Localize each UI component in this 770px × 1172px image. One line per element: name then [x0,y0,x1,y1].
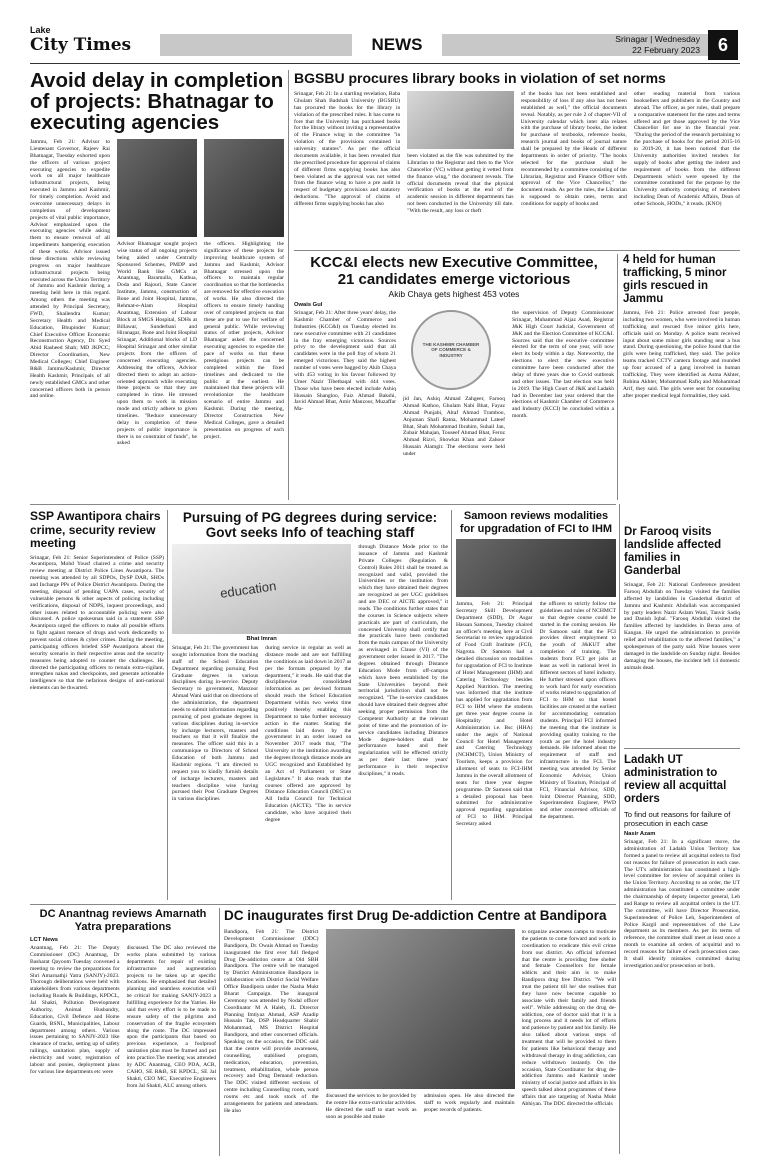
masthead-rule [30,63,740,64]
story-ssp [30,510,164,900]
story-headline: Yatra preparations [74,920,172,933]
story-body-col: Bandipora, Feb 21: The District Development Commissioner (DDC) Bandipora, Dr. Owais Ahmad on Tuesday inaugurated the first ever full fledged Drug De-addiction centre at Old SBH Bandipora. The centre will be managed by District Administration Bandipora in collaboration with District Social Welfare Office Bandipora under the Nasha Mukt Bharat Campaign. The inaugural Ceremony was attended by Nodal officer Coordinator M A Haleb, JL Director Planning Imtiyaz Ahmad, ASP Azadip Hussain Tak, DSP Headquarter Shabir Mohammad, MS District Hospital Bandipora, and other concerned officials. Speaking on the occasion, the DDC said that the centre will provide awareness, counselling, stabilised program, medication, education, prevention, treatment, rehabilitation, whole person recovery and Drug Demand reduction. The DDC visited different sections of centre including Counselling room, ward rooms etc and took stock of the arrangements for patients and attendants. He also [224,929,319,1114]
story-subhead: Akib Chaya gets highest 453 votes [388,289,520,299]
story-samoon [456,510,616,900]
column-divider [288,70,289,500]
city-day: Srinagar | Wednesday [615,34,700,44]
education-photo [172,544,351,634]
story-body-col: the officers to strictly follow the guidelines and rules of NCHMCT so that degree course could be started in the coming session. He Dr Samoon said that the FCI provides direct employment to the youth of J&KUT after completion of training. The students from FCI get jobs at least as well in national level in different sectors of hotel industry. He further stressed upon officers to work hard for early execution of works related to upgradation of FCI to IHM so that hostel facilities are created at the earliest for accommodating outstation students. Principal FCI informed the meeting that the institute is providing quality training to the youth as per the hotel industry demands. He informed about the requirement of staff and infrastructure in the FCI. The meeting was attended by Senior Economic Advisor, Union Ministry of Tourism, Principal of FCI, Financial Advisor, SDD, Joint Director Planning, SDD, Superintendent Engineer, PWD and other concerned officials of the department. [539,601,616,821]
story-body-col: Srinagar, Feb 21: After three years' delay, the Kashmir Chamber of Commerce and Industries (KCC&I) on Tuesday elected its new executive committee with 21 candidates in the fray emerging victorious. Sources privy to the development said that all candidates were in the poll fray of whom 21 emerged victorious. They said the highest number of votes were bagged by Akib Chaya with 453 voting in his favour followed by Umer Nazir Tibetbaqal with 444 votes. Those who have been elected include Ashiq Hussain Shangloo, Faiz Ahmad Bakshi, Javid Ahmad Bhat, Amir Manzoor, Muzaffar Ma- [294,310,396,413]
story-body-col: Advisor Bhatnagar sought project wise status of all ongoing projects being aided under Centrally Sponsored Schemes, PMDP and World Bank like GMCs at Anantnag, Baramulla, Kathua, Doda and Rajouri, State Cancer Institute, Jammu, construction of Bone and Joint Hospital, Jammu, Rehmat-e-Alam Hospital Anantnag, Extension of Labour Block at SMGS Hospital, SDHs at Billawar, Sunderbani and Hiranagar, Bone and Joint Hospital Srinagar, Additional blocks of LD Hospital Srinagar and other similar projects from the officers of concerned executing agencies. Addressing the officers, Advisor directed them to adopt an action-oriented approach while executing these projects so that they are completed in time. He stressed upon them to work in mission mode and strictly adhere to given timelines. "Reduce unnecessary delay in completion of these projects of public importance is there is no constraint of funds", he asked [117,241,197,447]
story-body-col: through Distance Mode prior to the issuance of Jammu and Kashmir Private Colleges (Regulation & Control) Rules 2011 shall be treated as recognized and valid, provided the Universities or the institution from which they have obtained their degrees are recognized as per UGC guidelines and are DEC or AICTE approved," it reads. The conditions further states that the courses in Science subjects where practicals are part of curriculum, the concerned University shall certify that the practicals have been conducted from the main campus of the University as envisaged in Clause (VI) of the government order issued in 2017. "The degrees obtained through Distance Education Mode from off-campus which have been established by the State Universities beyond their territorial jurisdiction shall not be recognized. "The in-service candidates should have obtained their degrees after seeking proper permission from the Competent Authority at the relevant point of time and the promotion of in-service candidates including Distance Mode degree-holders shall be performance based and their regularization will be effected strictly as per their last three years' performance in their respective disciplines," it reads. [358,544,448,777]
story-body-col: Jammu, Feb 21: Advisor to Lieutenant Governor, Rajeev Rai Bhatnagar, Tuesday exhorted upon the officers of various project executing agencies to expedite work on all major healthcare infrastructural projects, being executed in Jammu and Kashmir, for timely completion. Avoid and overcome unnecessary delays in completion of development projects of vital public importance, Advisor emphasized upon the executing agencies while asking them to ensure removal of all impediments hampering execution of these works. Advisor issued these directions while reviewing progress on major healthcare infrastructural projects being executed across the Union Territory of Jammu and Kashmir during a meeting held here in this regard. Among others the meeting was attended by Principal Secretary, FWD, Shailendra Kumar; Secretary Health and Medical Education, Bhupinder Kumar; Chief Executive Officer Economic Reconstruction Agency, Dr. Syed Abid Rasheed Shah; MD JKPCC; Director Coordination, New Medical Colleges; Chief Engineer R&B Jammu/Kashmir, Director Health Kashmir, Principals of all newly established GMCs and other concerned officers both in person and online. [30,139,110,400]
story-headline: SSP Awantipora chairs crime, security review meeting [30,510,161,550]
story-headline: Samoon reviews modalities [463,510,609,522]
column-divider [451,510,452,900]
kcci-logo-text: THE KASHMIR CHAMBER OF COMMERCE & INDUSTRY [422,341,480,358]
story-headline: BGSBU procures library books in violation of set norms [294,70,666,86]
column-divider [167,510,168,900]
masthead [0,0,770,66]
column-divider [619,504,620,1154]
story-body: Jammu, Feb 21: Police arrested four people, including two women, who were involved in human trafficking and rescued five minor girls here, officials said on Monday. A police team received input about some minor girls standing near a bus stand. During questioning, the police found that the girls were being trafficked, they said. The police teams tracked CCTV camera footage and rounded up four accused of a gang involved in human trafficking. They were identified as Asma Akhter, Rubina Akhter, Mohammad Rafiq and Mohammad Arif, they said. The girls were sent for counseling after proper medical legal formalities, they said. [623,310,740,399]
story-byline: Bhat Imran [246,636,277,642]
story-photo [456,539,616,597]
story-bgsbu [294,70,740,248]
story-body: Srinagar, Feb 21: Senior Superintendent of Police (SSP) Awantipora, Mohd Yousf chaired a crime and security review meeting at District Police Lines Awantipora. The meeting was attended by all SDPOs, DySP DAR, SHOs and Incharge PPs of Police District Awantipora. During the meeting, disposal of pending UAPA cases, security of vulnerable persons & other aspects of policing including verifications, disposal of NDPS, inquest proceedings, and other issues related to accountable policing were also discussed. A police spokesman said in a statement SSP Awantipora urged the officers to make all possible efforts to fight against menace of drugs and work dedicatedly to prevent social crimes & cyber crimes. During the meeting, participating officers briefed SSP Awantipora about the security scenario in their respective areas and the security measures being adopted to counter the challenges. He directed the participating officers to remain extra-vigilant, strengthen nakas and checkpoints, and generate actionable intelligence so that the nefarious designs of anti-national elements can be thwarted. [30,554,164,692]
story-body-col: Anantnag, Feb 21: The Deputy Commissioner (DC) Anantnag, Dr Basharat Qayoom Tuesday convened a meeting to review the preparations for Shri Amarnathji Yatra (SANJY)-2023. Thorough deliberations were held with stakeholders from various departments including Roads & Buildings, KPDCL, Jal Shakti, Pollution Development Authority, Animal Husbandry, Education, Civil Defence and Home Guards, BSNL, Municipalities, Labour department among others. Various issues pertaining to SANJY-2023 like clearance of tracks, setting up of safety railings, sanitation plan, supply of electricity and water, registration of labour and ponies, deployment plans for various line departments etc were [30,945,120,1075]
story-body-col: the officers. Highlighting the significance of these projects for improving healthcare system of Jammu and Kashmir, Advisor Bhatnagar stressed upon the officers to maintain regular coordination so that the bottlenecks are removed for effective execution of works. He also directed the officers to ensure timely handing over of completed projects so that these are put to use for welfare of general public. While reviewing status of other projects, Advisor Bhatnagar asked the concerned executing agencies to expedite the pace of works so that these prestigious projects can be completed within the fixed timelines and dedicated to the public at the earliest. He maintained that these projects will revolutionize the healthcare scenario of entire Jammu and Kashmir. During the meeting, Director Construction New Medical Colleges, gave a detailed presentation on progress of each project. [204,241,284,440]
kcci-logo [411,310,491,390]
story-headline: DC inaugurates first Drug De-addiction Centre at Bandipora [224,908,607,923]
section-divider [30,904,616,905]
story-headline: Avoid delay in completion of projects: Bhatnagar to executing agencies [30,70,284,134]
story-headline: Govt seeks Info of teaching staff [205,525,415,540]
story-body-col: Jammu, Feb 21: Principal Secretary Skill Development Department (SDD), Dr Asgar Hassan Samoon, Tuesday chaired an officer's meeting here at Civil Secretariat to review upgradation of Food Craft Institute (FCI), Nagrota. Dr Samoon had a detailed discussion on modalities for upgradation of FCI to Institute of Hotel Management (IHM) and Catering Technology besides Applied Nutrition. The meeting was informed that the institute has applied for upgradation from FCI to IHM where the students get three year degree course in Hospitality and Hotel Administration i.e. Bsc (HHA) under the aegis of National Council for Hotel Management and Catering Technology (NCHMCT), Union Ministry of Tourism, keeps a provision for allotment of seats to FCI-IHM Jammu in the overall allotment of seats for three year degree programme. Dr Samoon said that a detailed proposal has been submitted for administrative approval regarding upgradation of FCI to IHM. Principal Secretary asked [456,601,533,827]
column-divider [219,908,220,1156]
story-body-col: to organize awareness camps to motivate the patients to come forward and work in coordination to eradicate this evil crime from our district. An official informed that the centre is providing free shelter and female Counsellors for female addicts and their aim is to make Bandipora drug free District. "We will treat the patient till he/ she realises that they have now become capable to associate with their family and friends well". While addressing on the drug de-addiction, one of doctor said that it is a long process and it needs lot of efforts and patience by patient and his family. He also talked about various steps of treatment that will be provided to them for patients like behavioral therapy and withdrawal therapy in drug addiction, can reduce withdrawn instantly. On the occasion, State Coordinator for drug de-addiction Jammu and Kashmir under ministry of social justice and affairs in his speech talked about programmes of these affairs that are targeting of Nasha Mukt Abhiyan. The DDC directed the officials [521,929,616,1107]
story-body: Srinagar, Feb 21: National Conference president Farooq Abdullah on Tuesday visited the families affected by landslides in Ganderbal district of Jammu and Kashmir. Abdullah was accompanied by party leaders Nazir Aslam Wani, Tanvir Sadiq and Danish Iqbal. "Farooq Abdullah visited the families affected by landslides in Beran area of Kangan. He urged the administration to provide relief and rehabilitation to the affected families," a spokesperson of the party said. Nine houses were damaged in the landslide on Sunday night. Besides damaging the houses, the incident left 14 domestic animals dead. [624,582,740,671]
brand-name: City Times [30,35,132,55]
section-divider [294,250,740,251]
date: 22 February 2023 [632,45,700,55]
story-dc-anantnag [30,908,216,1156]
story-body-col: the supervision of Deputy Commissioner Srinagar, Muhammad Aijaz Asad, Registrar J&K High Court Judicial, Government of J&K and the Election Committee of KCC&I. Sources said that the executive committee elected for the term of one year, will now elect its body within a day. Noteworthy, the elections to elect the new executive committee have been conducted after the delay of three years due to Covid outbreak and other issues. The last election was held in 2019. The High Court of J&K and Ladakh had in December last year ordered that the elections of Kashmir Chamber of Commerce and Industry (KCCI) be concluded within a month. [512,310,614,420]
story-body-col: discussed the services to be provided by the centre like extra-curricular activities. He directed the staff to start work as soon as possible and make [325,1093,417,1120]
story-body-col: been violated as the file was submitted by the Librarian to the Registrar and then to the Vice Chancellor (VC) without getting it vetted from the finance wing," the document reveals. The official documents reveal that the physical verification of books at the end of the academic session in different departments has not been conducted in the University till date. "With the result, any loss or theft [407,153,514,214]
page-number: 6 [708,30,738,60]
story-farooq [624,526,740,748]
section-divider [624,748,740,749]
story-deaddiction [224,908,616,1156]
story-headline: for upgradation of FCI to IHM [459,522,613,535]
story-headline: 21 candidates emerge victorious [337,271,571,288]
story-ladakh [624,754,740,1154]
story-photo [204,139,284,237]
story-byline: LCT News [30,937,59,943]
story-photo [407,91,513,149]
story-body: Srinagar, Feb 21: In a significant move, the administration of Ladakh Union Territory has formed a panel to review all acquittal orders to find out reasons for failure of prosecution in each case. The UT's administration has constituted a high-level committee for review of acquittal orders in the Union Territory. According to an order, the UT administration has constituted a committee under the chairmanship of deputy inspector general, Leh and Range to review all acquittal orders in the UT. The committee, will have Director Prosecution, Superintendent of Police Leh, Superintendent of Police Kargil and representatives of the Law department as its members. As per its terms of reference, the committee shall meet at least once a month to examine all orders of acquittal and to record reasons for failure of each prosecution case. It shall identify mistakes committed during investigation and/or prosecution or both. [624,839,740,969]
story-bhatnagar [30,70,284,500]
brand-top: Lake [30,26,51,35]
story-kcci [294,254,614,500]
story-headline: Dr Farooq visits landslide affected families in Ganderbal [624,526,722,577]
story-body-col: other reading material from various booksellers and publishers in the Country and abroad. The officer, as per rules, shall prepare a comparative statement for the rates and terms offered and get those approved by the Vice Chancellor for use in the financial year. "During the period of the research pertaining to the purchase of books for the period 2015-16 to 2019-20, it has been noticed that the University authorities invited tenders for supply of books after getting the indent and requirement of books from the different Departments which were opened by the committee constituted for the purpose by the University authority comprising of members including Dean of Academic Affairs, Dean of other Schools, HODs," it reads. (KNO) [633,91,740,207]
story-byline: Nasir Azam [624,831,656,837]
story-body-col: Srinagar, Feb 21: The government has sought information from the teaching staff of the School Education Department regarding pursuing Post Graduate degrees in various disciplines during in-service. Deputy Secretary to government, Manzoor Ahmad Wani said that on directions of the administration, the department needs to submit information regarding pursuing of post graduate degrees in various disciplines during in-service by incharge lecturers, masters and teachers so that it will finalize the measures. The officer said this in a communique to Directors of School Education of both Jammu and Kashmir regions. "I am directed to request you to kindly furnish details of incharge lecturers, masters and teachers discipline wise having pursued their Post Graduate Degrees in various disciplines [172,645,259,803]
story-body-col: admission open. He also directed the staff to work regularly and maintain proper records of patients. [423,1093,515,1113]
section-name: NEWS [352,34,442,56]
story-body-col: Srinagar, Feb 21: In a startling revelation, Baba Ghulam Shah Badshah University (BGSBU) has procured the books for the library in violation of the prescribed rules. It has come to fore that the University has purchased books for the library without inviting a representative of the Finance wing in the committee "in violation of the provisions contained in university statutes". As per the official documents available, it has been revealed that the prescribed procedure for approval of claims of different firms supplying books has also been violated as the approval was not vetted from the finance wing to have a pre audit in respect of budgetary provisions and statutory deductions. "The approval of claims of different firms supplying books has also [294,91,401,207]
story-headline: Ladakh UT administration to review all acquittal orders [624,754,727,805]
story-headline: 4 held for human trafficking, 5 minor girls rescued in Jammu [623,254,727,305]
story-headline: DC Anantnag reviews Amarnath [39,908,207,920]
story-subhead: To find out reasons for failure of prosecution in each case [624,810,731,828]
story-headline: Pursuing of PG degrees during service: [182,510,438,525]
story-photo [326,929,515,1089]
story-body-col: during service in regular as well as distance mode and are not fulfilling the conditions as laid down in 2017 as per the formats prepared by the department," it reads. He said that the disciplinewise consolidated information as per devised formats should reach the School Education Department within two weeks time positively thereby enabling this Department to take further necessary action in the matter. Stating the conditions laid down by the government in an order issued on November 2017 reads that, "The University or the institution awarding the degrees through distance mode are UGC recognized and Established by an Act of Parliament or State Legislature." It also reads that the courses offered are approved by Distance Education Council (DEC) or All India Council for Technical Education (AICTE). "The in service candidate, who have acquired their degree [265,645,352,823]
story-trafficking [623,254,740,500]
story-body-col: jid Jan, Ashiq Ahmad Zahgeer, Farooq Ahmad Kathoo, Ghulam Nabi Bhat, Fayaz Ahmad Punjabi, Altaf Ahmad Tramboo, Anjuman Shafi Ratna, Mohammad Lateef Bhat, Shah Mohammad Ibrahim, Suhail Jan, Zubair Mahajan, Touseef Ahmad Bhat, Feroz Ahmad Rizvi, Showkat Khan and Zahoor Hussain Alamgir. The elections were held under [403,396,505,457]
story-headline: KCC&I elects new Executive Committee, [310,254,598,271]
story-body-col: of the books has not been established and responsibility of loss if any also has not been established as well," the official documents reveal. Notably, as per rule 2 of chapter-VII of University calendar which inter alia relates with the purchase of library books, the indent for purchase of textbooks, reference books, research journal and books of journal nature shall be prepared by the Heads of different departments in order of priority. "The books selected for the purchase shall be recommended by a committee consisting of the Librarian, Registrar and Finance Officer with approval of the Vice Chancellor," the document reads. As per the rules, the Librarian is supposed to obtain rates, terms and conditions for supply of books and [520,91,627,207]
story-pg-degrees [172,510,448,900]
photo-caption-text: education [219,578,278,601]
story-body-col: discussed. The DC also reviewed the works plans submitted by various departments for repair of existing infrastructure and augmentation projects to be taken up at specific locations. He emphasized that detailed planning and seamless execution will be critical for making SANJY-2023 a fulfilling experience for the Yatries. He said that every effort is to be made to ensure safety of the pilgrims and conservation of the fragile ecosystem along the route. The DC impressed upon the participants that based on previous experience, a foolproof sanitation plan must be framed and put into practice.The meeting was attended by ADC Anantnag, CEO PDA, ACR, CAHO, SE R&B, SE KPDCL, SE Jal Shakti, CEO MC, Executive Engineers from Jal Shakti, ALC among others. [126,945,216,1089]
column-divider [617,254,618,500]
section-divider [30,504,616,505]
story-byline: Owais Gul [294,302,323,308]
brand-logo [30,26,150,60]
story-photo [117,139,197,237]
